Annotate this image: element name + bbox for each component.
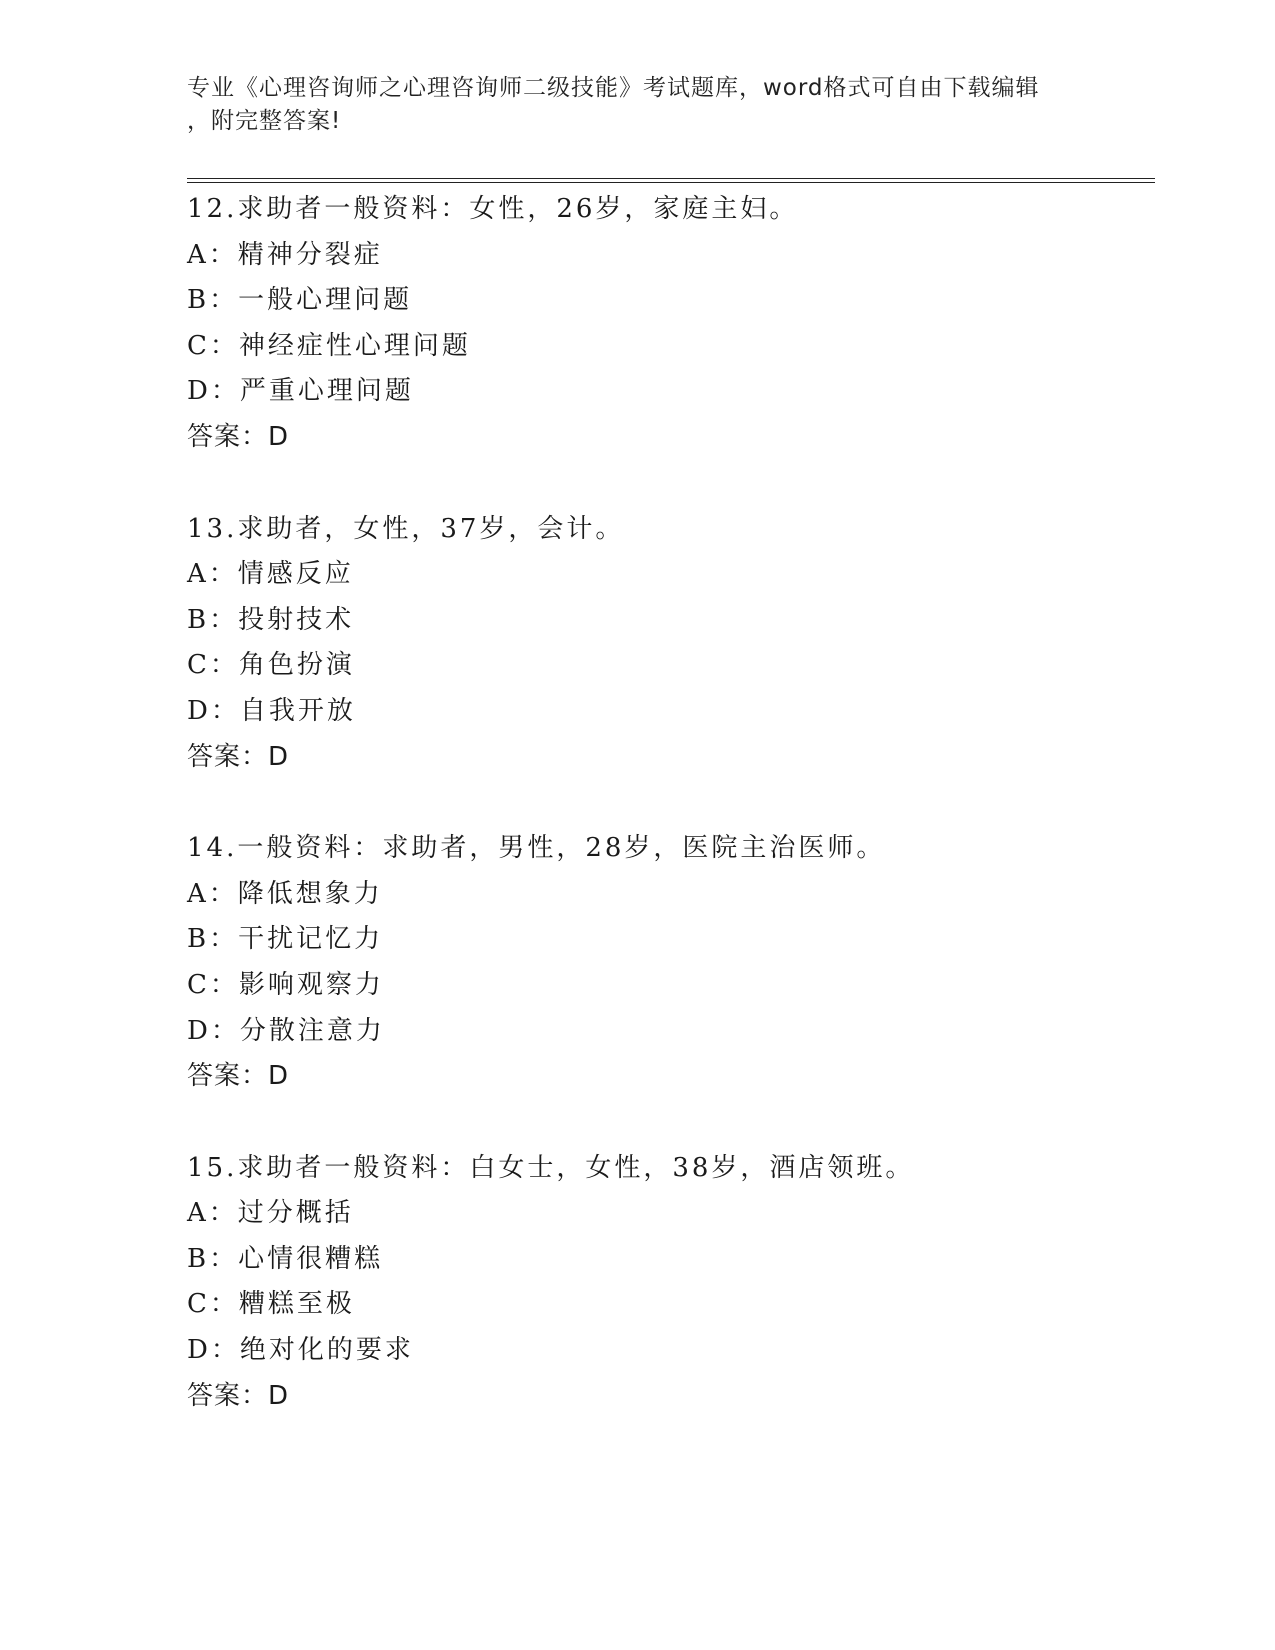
option-d: D：自我开放	[187, 695, 356, 726]
option-b: B：一般心理问题	[187, 285, 413, 316]
option-b: B：心情很糟糕	[187, 1243, 384, 1274]
question-15	[187, 1146, 1155, 1420]
header-line-2: ，附完整答案!	[187, 108, 342, 134]
question-stem: 14.一般资料：求助者，男性，28岁，医院主治医师。	[187, 833, 886, 864]
answer-line: 答案：D	[187, 1061, 290, 1092]
header-line-1: 专业《心理咨询师之心理咨询师二级技能》考试题库，word格式可自由下载编辑	[187, 75, 1040, 101]
answer-line: 答案：D	[187, 1380, 290, 1411]
header-divider-top	[187, 178, 1155, 179]
option-d: D：分散注意力	[187, 1015, 385, 1046]
question-13	[187, 507, 1155, 781]
option-b: B：投射技术	[187, 604, 355, 635]
question-stem: 15.求助者一般资料：白女士，女性，38岁，酒店领班。	[187, 1152, 915, 1183]
option-b: B：干扰记忆力	[187, 924, 384, 955]
question-12	[187, 187, 1155, 461]
question-stem: 13.求助者，女性，37岁，会计。	[187, 513, 625, 544]
option-c: C：影响观察力	[187, 969, 384, 1000]
option-a: A：情感反应	[187, 559, 354, 590]
option-c: C：糟糕至极	[187, 1289, 355, 1320]
option-a: A：降低想象力	[187, 878, 383, 909]
option-c: C：角色扮演	[187, 650, 355, 681]
question-14	[187, 826, 1155, 1100]
answer-line: 答案：D	[187, 421, 290, 452]
option-a: A：过分概括	[187, 1198, 354, 1229]
document-header	[187, 72, 1087, 138]
option-a: A：精神分裂症	[187, 239, 383, 270]
question-stem: 12.求助者一般资料：女性，26岁，家庭主妇。	[187, 194, 799, 224]
answer-line: 答案：D	[187, 741, 290, 772]
header-divider-bottom	[187, 182, 1155, 183]
option-c: C：神经症性心理问题	[187, 330, 471, 361]
option-d: D：绝对化的要求	[187, 1335, 414, 1366]
option-d: D：严重心理问题	[187, 376, 414, 407]
question-list	[187, 187, 1155, 1419]
